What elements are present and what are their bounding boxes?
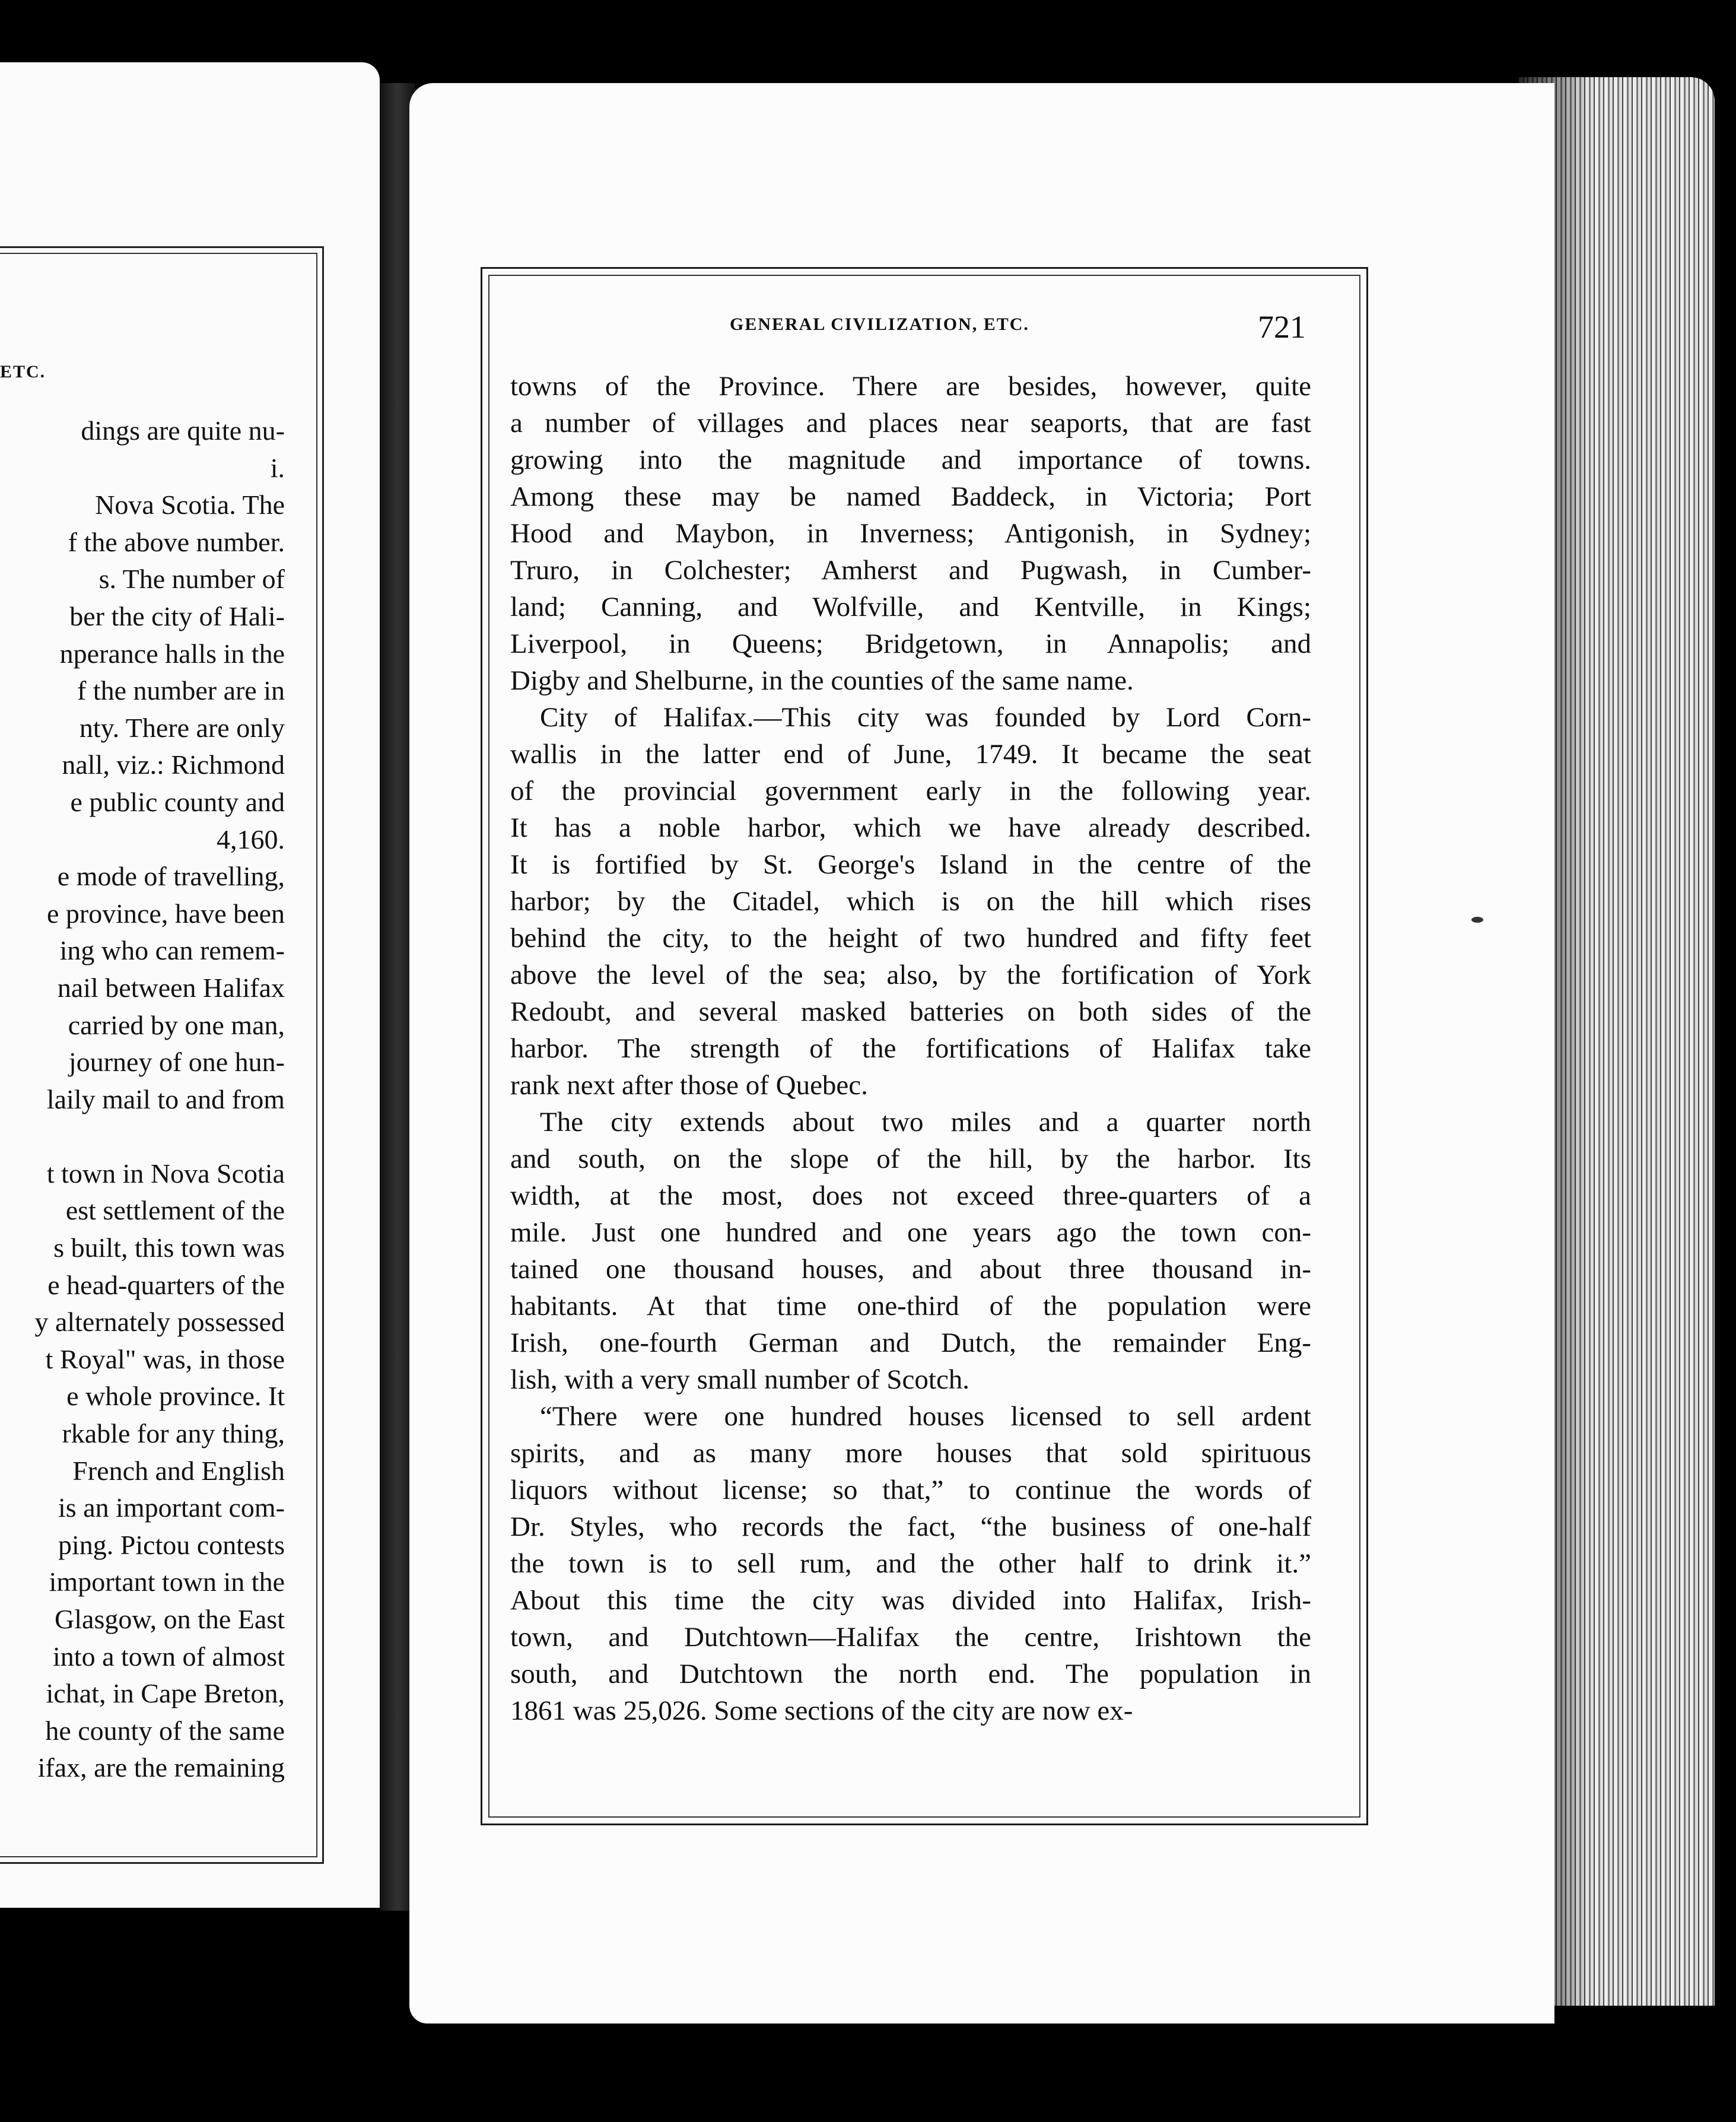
ink-speck <box>1471 917 1483 923</box>
body-text <box>510 368 1311 1729</box>
text-line: land; Canning, and Wolfville, and Kentville, in Kings; <box>510 592 1311 622</box>
left-text-line: important town in the <box>49 1567 285 1597</box>
text-line: town, and Dutchtown—Halifax the centre, Irishtown the <box>510 1622 1311 1653</box>
text-line: About this time the city was divided into Halifax, Irish- <box>510 1585 1311 1616</box>
left-text-line: y alternately possessed <box>34 1307 285 1338</box>
text-line: City of Halifax.—This city was founded by Lord Corn- <box>540 702 1311 733</box>
left-text-line: he county of the same <box>45 1715 285 1746</box>
running-head: GENERAL CIVILIZATION, ETC. <box>730 315 1029 334</box>
left-text-line: e head-quarters of the <box>47 1269 285 1300</box>
left-text-line: Nova Scotia. The <box>95 490 285 520</box>
text-line: spirits, and as many more houses that sold spirituous <box>510 1438 1311 1469</box>
left-text-line: s built, this town was <box>53 1232 285 1263</box>
text-line: Truro, in Colchester; Amherst and Pugwash, in Cumber- <box>510 555 1311 586</box>
left-page-text <box>0 412 285 1787</box>
text-line: The city extends about two miles and a quarter north <box>540 1107 1311 1138</box>
left-text-line: t town in Nova Scotia <box>46 1158 285 1189</box>
text-line: width, at the most, does not exceed three-quarters of a <box>510 1180 1311 1211</box>
left-text-line: t Royal" was, in those <box>45 1343 285 1374</box>
left-text-line: s. The number of <box>98 564 285 595</box>
left-text-line: ichat, in Cape Breton, <box>46 1678 285 1709</box>
text-line: “There were one hundred houses licensed to sell ardent <box>540 1401 1311 1432</box>
text-line: harbor; by the Citadel, which is on the hill which rises <box>510 886 1311 917</box>
text-line: and south, on the slope of the hill, by the harbor. Its <box>510 1143 1311 1174</box>
text-line: Redoubt, and several masked batteries on both sides of the <box>510 996 1311 1027</box>
text-line: wallis in the latter end of June, 1749. It became the seat <box>510 739 1311 770</box>
text-line: rank next after those of Quebec. <box>510 1070 868 1101</box>
left-text-line: journey of one hun- <box>68 1047 285 1078</box>
left-text-line: is an important com- <box>58 1492 285 1523</box>
left-text-line: laily mail to and from <box>46 1084 285 1114</box>
text-line: lish, with a very small number of Scotch. <box>510 1364 970 1395</box>
left-page <box>0 62 380 1908</box>
left-text-line: e province, have been <box>46 898 285 929</box>
left-text-line: nty. There are only <box>79 712 285 743</box>
left-text-line: ing who can remem- <box>59 935 285 966</box>
text-line: south, and Dutchtown the north end. The population in <box>510 1659 1311 1689</box>
left-text-line: f the above number. <box>68 526 285 557</box>
text-line: the town is to sell rum, and the other half to drink it.” <box>510 1548 1311 1579</box>
text-line: of the provincial government early in the following year. <box>510 776 1311 806</box>
text-line: Dr. Styles, who records the fact, “the business of one-half <box>510 1511 1311 1542</box>
text-line: Digby and Shelburne, in the counties of the same name. <box>510 665 1134 696</box>
left-text-line: Glasgow, on the East <box>55 1604 285 1634</box>
text-line: a number of villages and places near seaports, that are fast <box>510 408 1311 439</box>
left-text-line: nperance halls in the <box>59 638 285 669</box>
text-line: Among these may be named Baddeck, in Victoria; Port <box>510 481 1311 512</box>
text-line: Irish, one-fourth German and Dutch, the remainder Eng- <box>510 1327 1311 1358</box>
left-text-line: e public county and <box>70 786 285 817</box>
text-line: 1861 was 25,026. Some sections of the city are now ex- <box>510 1695 1133 1726</box>
text-line: behind the city, to the height of two hundred and fifty feet <box>510 923 1311 954</box>
page-number: 721 <box>1258 309 1306 345</box>
text-line: mile. Just one hundred and one years ago the town con- <box>510 1217 1311 1248</box>
left-text-line: i. <box>270 452 285 483</box>
left-text-line: nall, viz.: Richmond <box>62 749 285 780</box>
text-line: It is fortified by St. George's Island in the centre of the <box>510 849 1311 880</box>
left-running-head: ETC. <box>0 362 46 382</box>
left-text-line: dings are quite nu- <box>81 415 285 446</box>
left-text-line: e mode of travelling, <box>57 861 285 892</box>
text-line: It has a noble harbor, which we have already described. <box>510 812 1311 843</box>
text-line: above the level of the sea; also, by the fortification of York <box>510 960 1311 990</box>
left-text-line: French and English <box>72 1455 285 1486</box>
left-text-line: ber the city of Hali- <box>69 601 285 631</box>
left-text-line: ifax, are the remaining <box>37 1752 285 1783</box>
left-text-line: ping. Pictou contests <box>58 1529 285 1560</box>
left-text-line: f the number are in <box>77 675 285 706</box>
left-text-line: carried by one man, <box>68 1009 285 1040</box>
text-line: habitants. At that time one-third of the population were <box>510 1291 1311 1322</box>
text-line: harbor. The strength of the fortifications of Halifax take <box>510 1033 1311 1064</box>
text-line: Liverpool, in Queens; Bridgetown, in Annapolis; and <box>510 628 1311 659</box>
text-line: Hood and Maybon, in Inverness; Antigonish, in Sydney; <box>510 518 1311 549</box>
left-text-line: into a town of almost <box>53 1641 285 1672</box>
left-text-line <box>0 1118 285 1155</box>
text-line: towns of the Province. There are besides, however, quite <box>510 371 1311 402</box>
left-text-line: e whole province. It <box>66 1381 285 1412</box>
text-line: growing into the magnitude and importance of towns. <box>510 444 1311 475</box>
text-line: liquors without license; so that,” to continue the words of <box>510 1475 1311 1505</box>
left-text-line: nail between Halifax <box>57 972 285 1003</box>
left-text-line: 4,160. <box>217 824 285 854</box>
text-line: tained one thousand houses, and about three thousand in- <box>510 1254 1311 1285</box>
left-text-line: est settlement of the <box>65 1195 285 1226</box>
left-text-line: rkable for any thing, <box>62 1418 285 1449</box>
